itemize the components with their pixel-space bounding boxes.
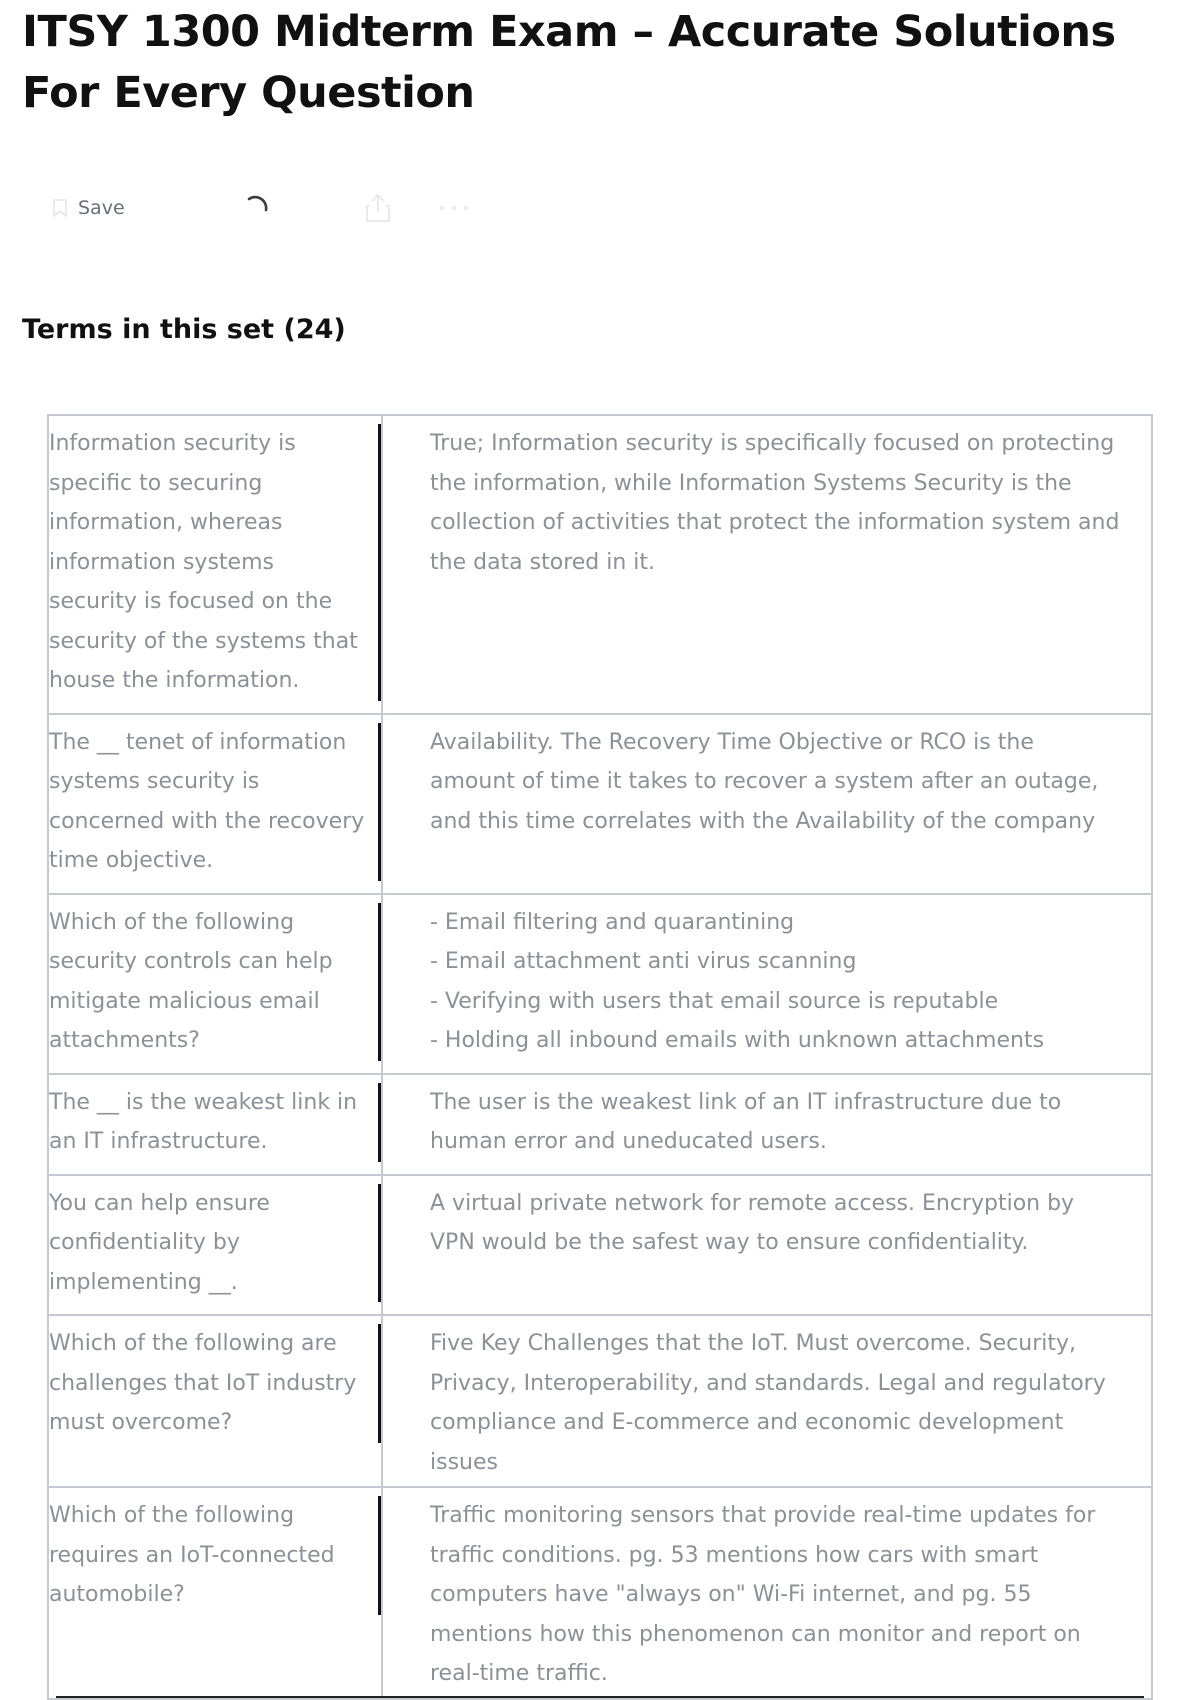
more-horizontal-icon[interactable] <box>434 194 474 222</box>
definition-cell <box>382 1175 1152 1316</box>
save-label: Save <box>78 197 125 219</box>
term-cell <box>48 415 382 714</box>
definition-text: Availability. The Recovery Time Objective or RCO is the amount of time it takes to recover a system after an outage, and this time correlates with the Availability of the company <box>430 729 1099 834</box>
terms-heading: Terms in this set (24) <box>22 314 346 345</box>
term-row <box>48 415 1152 714</box>
term-text: Information security is specific to securing information, whereas information systems security is focused on the security of the systems that house the information. <box>49 424 381 701</box>
term-text: Which of the following are challenges that IoT industry must overcome? <box>49 1324 381 1443</box>
terms-table <box>47 414 1153 1700</box>
term-row <box>48 1074 1152 1175</box>
term-cell <box>48 1175 382 1316</box>
definition-text: A virtual private network for remote access. Encryption by VPN would be the safest way to ensure confidentiality. <box>430 1190 1075 1255</box>
term-row <box>48 894 1152 1074</box>
definition-cell <box>382 1315 1152 1487</box>
definition-text: - Email filtering and quarantining - Email attachment anti virus scanning - Verifying with users that email source is reputable - Holding all inbound emails with unknown attachments <box>430 909 1045 1053</box>
term-text: Which of the following requires an IoT-connected automobile? <box>49 1496 381 1615</box>
term-row <box>48 1487 1152 1699</box>
definition-text: True; Information security is specifically focused on protecting the information, while Information Systems Security is the collection of activities that protect the information system and the data stored in it. <box>430 431 1120 575</box>
term-row <box>48 714 1152 894</box>
definition-cell <box>382 714 1152 894</box>
bottom-divider <box>56 1696 1144 1698</box>
definition-cell <box>382 1074 1152 1175</box>
term-text: The __ tenet of information systems security is concerned with the recovery time objective. <box>49 723 381 881</box>
term-cell <box>48 1487 382 1699</box>
term-row <box>48 1315 1152 1487</box>
bookmark-icon <box>52 199 68 217</box>
term-text: Which of the following security controls can help mitigate malicious email attachments? <box>49 903 381 1061</box>
term-text: You can help ensure confidentiality by implementing __. <box>49 1184 381 1303</box>
definition-text: The user is the weakest link of an IT infrastructure due to human error and uneducated users. <box>430 1089 1062 1154</box>
definition-cell <box>382 415 1152 714</box>
definition-cell <box>382 1487 1152 1699</box>
share-icon[interactable] <box>364 192 392 224</box>
toolbar <box>52 188 492 228</box>
term-cell <box>48 1074 382 1175</box>
save-button[interactable] <box>52 194 125 222</box>
definition-cell <box>382 894 1152 1074</box>
term-cell <box>48 714 382 894</box>
term-row <box>48 1175 1152 1316</box>
definition-text: Five Key Challenges that the IoT. Must overcome. Security, Privacy, Interoperability, and standards. Legal and regulatory compliance and E-commerce and economic development issues <box>430 1331 1106 1475</box>
definition-text: Traffic monitoring sensors that provide real-time updates for traffic conditions. pg. 53 mentions how cars with smart computers have "always on" Wi-Fi internet, and pg. 55 mentions how this phenomenon can monitor and report on real-time traffic. <box>430 1503 1096 1686</box>
spinner-icon <box>242 192 272 222</box>
term-cell <box>48 1315 382 1487</box>
page-title: ITSY 1300 Midterm Exam – Accurate Solutions For Every Question <box>22 7 1116 118</box>
term-text: The __ is the weakest link in an IT infrastructure. <box>49 1083 381 1162</box>
term-cell <box>48 894 382 1074</box>
